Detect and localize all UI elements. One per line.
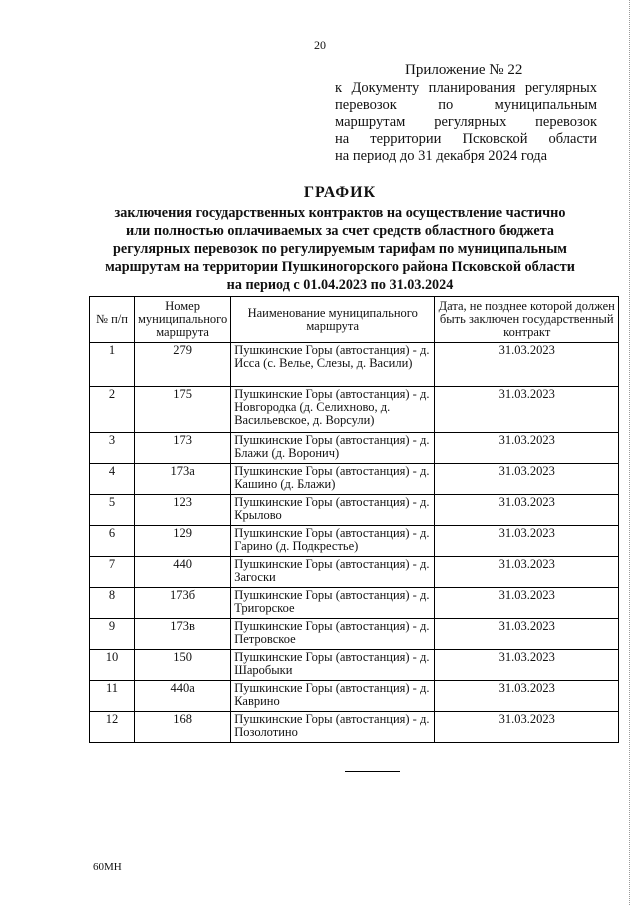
cell-num: 12: [90, 712, 135, 743]
cell-route: 173а: [135, 464, 231, 495]
appendix-title: Приложение № 22: [405, 62, 523, 78]
cell-name: Пушкинские Горы (автостанция) - д. Каврино: [231, 681, 435, 712]
cell-name: Пушкинские Горы (автостанция) - д. Кашино (д. Блажи): [231, 464, 435, 495]
cell-num: 4: [90, 464, 135, 495]
cell-num: 7: [90, 557, 135, 588]
cell-date: 31.03.2023: [435, 557, 619, 588]
schedule-table: [89, 296, 619, 743]
table-row: [90, 588, 619, 619]
header-route: Номер муниципального маршрута: [135, 297, 231, 343]
cell-route: 440: [135, 557, 231, 588]
cell-num: 2: [90, 387, 135, 433]
table-row: [90, 712, 619, 743]
table-header-row: [90, 297, 619, 343]
cell-num: 3: [90, 433, 135, 464]
table-row: [90, 464, 619, 495]
cell-date: 31.03.2023: [435, 464, 619, 495]
cell-date: 31.03.2023: [435, 650, 619, 681]
cell-num: 10: [90, 650, 135, 681]
cell-name: Пушкинские Горы (автостанция) - д. Петровское: [231, 619, 435, 650]
cell-route: 123: [135, 495, 231, 526]
header-num: № п/п: [90, 297, 135, 343]
cell-date: 31.03.2023: [435, 712, 619, 743]
cell-num: 5: [90, 495, 135, 526]
footer-code: 60МН: [93, 861, 122, 873]
cell-date: 31.03.2023: [435, 495, 619, 526]
table-row: [90, 650, 619, 681]
table-row: [90, 343, 619, 387]
cell-name: Пушкинские Горы (автостанция) - д. Загоски: [231, 557, 435, 588]
cell-date: 31.03.2023: [435, 387, 619, 433]
appendix-block: [335, 62, 597, 165]
scan-edge-line: [629, 0, 630, 905]
cell-date: 31.03.2023: [435, 681, 619, 712]
cell-route: 173б: [135, 588, 231, 619]
appendix-line: на период до 31 декабря 2024 года: [335, 148, 548, 164]
page-number: 20: [314, 38, 326, 52]
cell-name: Пушкинские Горы (автостанция) - д. Блажи (д. Воронич): [231, 433, 435, 464]
cell-name: Пушкинские Горы (автостанция) - д. Исса (с. Велье, Слезы, д. Васили): [231, 343, 435, 387]
cell-route: 440а: [135, 681, 231, 712]
header-date: Дата, не позднее которой должен быть заключен государственный контракт: [435, 297, 619, 343]
table-row: [90, 387, 619, 433]
cell-num: 11: [90, 681, 135, 712]
cell-route: 279: [135, 343, 231, 387]
cell-name: Пушкинские Горы (автостанция) - д. Тригорское: [231, 588, 435, 619]
cell-date: 31.03.2023: [435, 619, 619, 650]
cell-num: 9: [90, 619, 135, 650]
cell-date: 31.03.2023: [435, 526, 619, 557]
heading-subtitle-line: регулярных перевозок по регулируемым тарифам по муниципальным: [113, 241, 567, 257]
cell-num: 8: [90, 588, 135, 619]
appendix-line: к Документу планирования регулярных: [335, 80, 597, 96]
appendix-line: маршрутам регулярных перевозок: [335, 114, 597, 130]
cell-route: 173в: [135, 619, 231, 650]
cell-name: Пушкинские Горы (автостанция) - д. Гарино (д. Подкрестье): [231, 526, 435, 557]
cell-route: 175: [135, 387, 231, 433]
heading-subtitle-line: заключения государственных контрактов на осуществление частично: [114, 205, 566, 221]
table-row: [90, 526, 619, 557]
cell-route: 150: [135, 650, 231, 681]
cell-route: 173: [135, 433, 231, 464]
table-row: [90, 433, 619, 464]
appendix-line: на территории Псковской области: [335, 131, 597, 147]
table-row: [90, 495, 619, 526]
appendix-line: перевозок по муниципальным: [335, 97, 597, 113]
cell-name: Пушкинские Горы (автостанция) - д. Позолотино: [231, 712, 435, 743]
cell-route: 129: [135, 526, 231, 557]
cell-date: 31.03.2023: [435, 433, 619, 464]
table-row: [90, 619, 619, 650]
cell-num: 6: [90, 526, 135, 557]
cell-route: 168: [135, 712, 231, 743]
heading-title: ГРАФИК: [303, 184, 377, 201]
cell-name: Пушкинские Горы (автостанция) - д. Шаробыки: [231, 650, 435, 681]
heading-subtitle-line: на период с 01.04.2023 по 31.03.2024: [226, 277, 454, 293]
heading-subtitle-line: маршрутам на территории Пушкиногорского района Псковской области: [105, 259, 575, 275]
table-row: [90, 557, 619, 588]
cell-num: 1: [90, 343, 135, 387]
cell-name: Пушкинские Горы (автостанция) - д. Крылово: [231, 495, 435, 526]
cell-name: Пушкинские Горы (автостанция) - д. Новгородка (д. Селихново, д. Васильевское, д. Ворсули): [231, 387, 435, 433]
table-row: [90, 681, 619, 712]
cell-date: 31.03.2023: [435, 588, 619, 619]
cell-date: 31.03.2023: [435, 343, 619, 387]
separator-line: [345, 771, 400, 772]
header-name: Наименование муниципального маршрута: [231, 297, 435, 343]
heading-subtitle-line: или полностью оплачиваемых за счет средств областного бюджета: [126, 223, 554, 239]
document-heading: [80, 184, 600, 294]
